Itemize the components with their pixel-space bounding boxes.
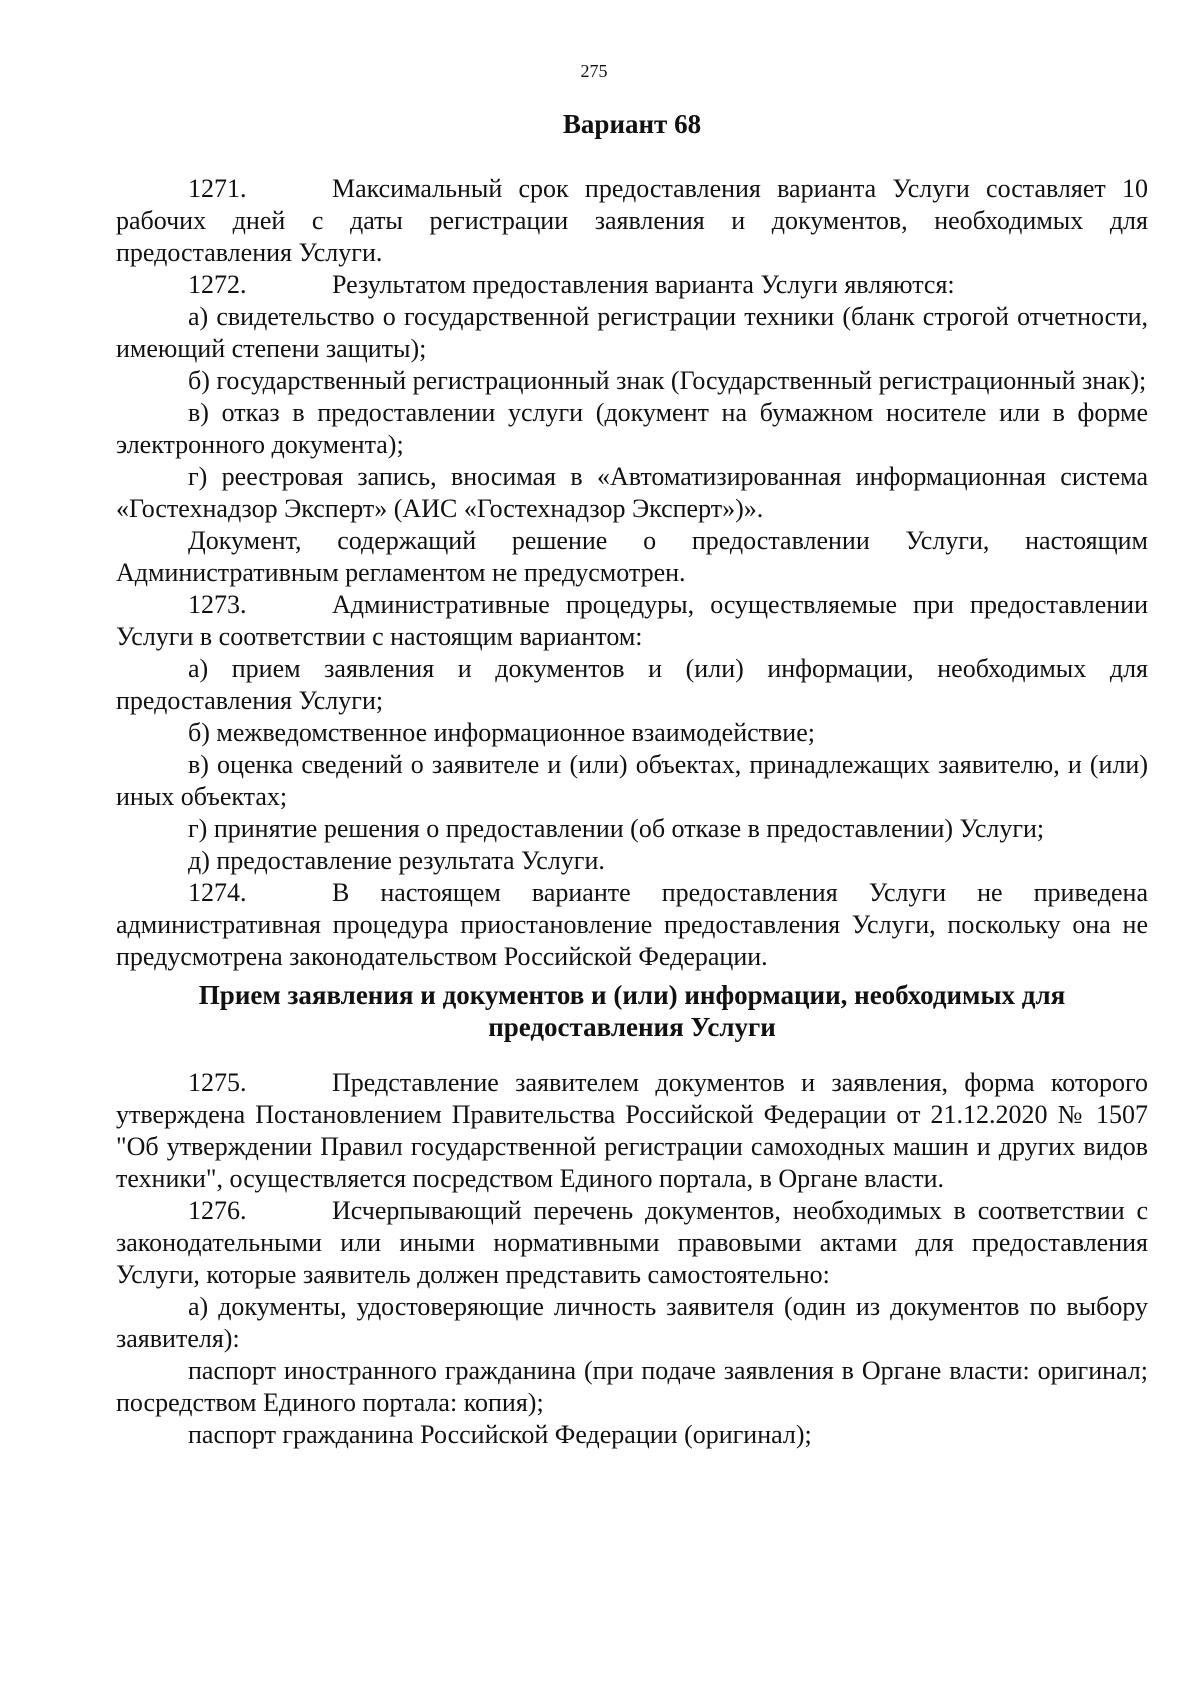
paragraph-text: Административные процедуры, осуществляемые при предоставлении Услуги в соответствии с настоящим вариантом: [116,590,1148,651]
paragraph-1272 [116,269,1148,301]
section-heading-line-1: Прием заявления и документов и (или) информации, необходимых для [198,980,1066,1010]
paragraph-number: 1276. [188,1196,247,1225]
body-text-block-2 [116,1067,1148,1451]
paragraph-text: В настоящем варианте предоставления Услуги не приведена административная процедура приостановление предоставления Услуги, поскольку она не предусмотрена законодательством Российской Федерации. [116,878,1148,971]
list-item: в) отказ в предоставлении услуги (документ на бумажном носителе или в форме электронного документа); [116,398,1148,459]
paragraph-1274 [116,877,1148,973]
list-item: б) государственный регистрационный знак (Государственный регистрационный знак); [188,366,1147,395]
paragraph-text: Максимальный срок предоставления варианта Услуги составляет 10 рабочих дней с даты регистрации заявления и документов, необходимых для предоставления Услуги. [116,174,1148,267]
paragraph-number: 1274. [188,878,247,907]
paragraph-1276 [116,1195,1148,1291]
list-item: г) принятие решения о предоставлении (об отказе в предоставлении) Услуги; [188,814,1045,843]
list-item: а) документы, удостоверяющие личность заявителя (один из документов по выбору заявителя): [116,1292,1148,1353]
page-number: 275 [580,61,608,81]
paragraph-1275 [116,1067,1148,1195]
paragraph-number: 1273. [188,590,247,619]
list-item: б) межведомственное информационное взаимодействие; [188,718,815,747]
list-item: паспорт гражданина Российской Федерации (оригинал); [188,1420,812,1449]
paragraph-number: 1275. [188,1068,247,1097]
paragraph-text: Исчерпывающий перечень документов, необходимых в соответствии с законодательными или иными нормативными правовыми актами для предоставления Услуги, которые заявитель должен представить самостоятельно: [116,1196,1148,1289]
list-item: в) оценка сведений о заявителе и (или) объектах, принадлежащих заявителю, и (или) иных объектах; [116,750,1148,811]
paragraph-number: 1272. [188,270,247,299]
paragraph-text: Представление заявителем документов и заявления, форма которого утверждена Постановлением Правительства Российской Федерации от 21.12.2020 № 1507 "Об утверждении Правил государственной регистрации самоходных машин и других видов техники", осуществляется посредством Единого портала, в Органе власти. [116,1068,1148,1193]
paragraph: Документ, содержащий решение о предоставлении Услуги, настоящим Административным регламентом не предусмотрен. [116,526,1148,587]
list-item: паспорт иностранного гражданина (при подаче заявления в Органе власти: оригинал; посредством Единого портала: копия); [116,1356,1148,1417]
paragraph-text: Результатом предоставления варианта Услуги являются: [332,270,955,299]
body-text-block-1 [116,173,1148,973]
section-heading-line-2: предоставления Услуги [488,1012,776,1042]
variant-heading: Вариант 68 [562,109,702,139]
paragraph-1271 [116,173,1148,269]
list-item: г) реестровая запись, вносимая в «Автоматизированная информационная система «Гостехнадзор Эксперт» (АИС «Гостехнадзор Эксперт»)». [116,462,1148,523]
list-item: д) предоставление результата Услуги. [188,846,605,875]
list-item: а) прием заявления и документов и (или) информации, необходимых для предоставления Услуги; [116,654,1148,715]
section-heading [116,979,1148,1043]
list-item: а) свидетельство о государственной регистрации техники (бланк строгой отчетности, имеющий степени защиты); [116,302,1148,363]
paragraph-number: 1271. [188,174,247,203]
paragraph-1273 [116,589,1148,653]
